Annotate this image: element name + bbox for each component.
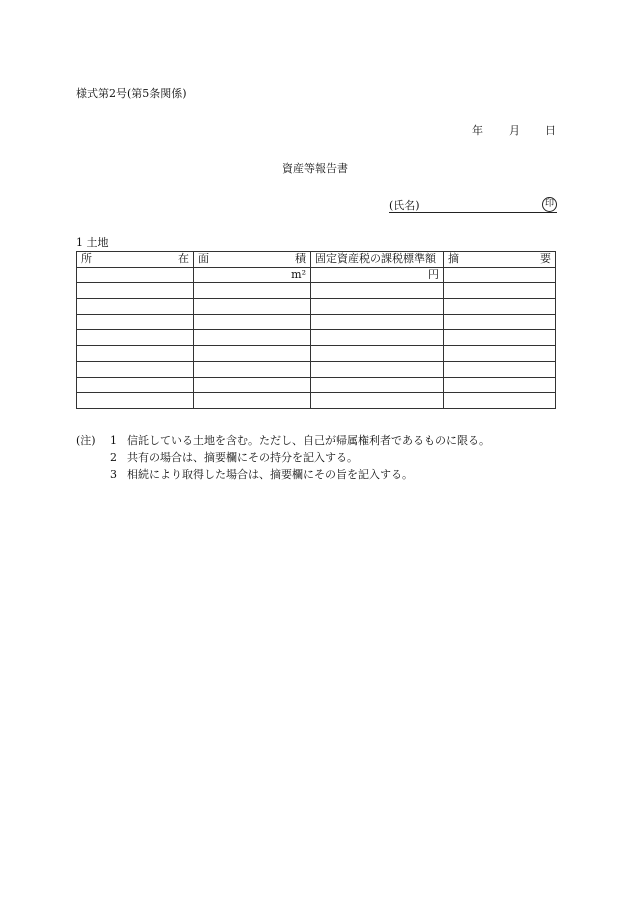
document-title: 資産等報告書	[282, 162, 348, 175]
table-row	[77, 393, 556, 409]
amount-cell[interactable]	[311, 299, 444, 315]
amount-cell[interactable]	[311, 283, 444, 299]
remarks-cell[interactable]	[444, 377, 556, 393]
land-table	[76, 251, 556, 409]
table-row	[77, 314, 556, 330]
location-cell[interactable]	[77, 346, 194, 362]
remarks-cell[interactable]	[444, 330, 556, 346]
remarks-cell[interactable]	[444, 346, 556, 362]
area-cell[interactable]	[194, 267, 311, 283]
area-cell[interactable]	[194, 314, 311, 330]
date-year-label: 年	[472, 124, 483, 137]
location-cell[interactable]	[77, 361, 194, 377]
form-number: 様式第2号(第5条関係)	[76, 87, 187, 100]
table-header-row	[77, 252, 556, 268]
location-cell[interactable]	[77, 330, 194, 346]
header-remarks: 摘 要	[444, 252, 556, 268]
section-heading: 1 土地	[76, 236, 109, 249]
note-item: 2 共有の場合は、摘要欄にその持分を記入する。	[110, 451, 358, 464]
remarks-cell[interactable]	[444, 314, 556, 330]
area-cell[interactable]	[194, 346, 311, 362]
amount-cell[interactable]	[311, 330, 444, 346]
table-row	[77, 377, 556, 393]
location-cell[interactable]	[77, 283, 194, 299]
area-cell[interactable]	[194, 283, 311, 299]
area-unit-label: m²	[291, 268, 306, 282]
area-cell[interactable]	[194, 330, 311, 346]
header-area: 面 積	[194, 252, 311, 268]
area-cell[interactable]	[194, 377, 311, 393]
location-cell[interactable]	[77, 299, 194, 315]
area-cell[interactable]	[194, 299, 311, 315]
remarks-cell[interactable]	[444, 361, 556, 377]
location-cell[interactable]	[77, 267, 194, 283]
date-day-label: 日	[545, 124, 556, 137]
notes	[76, 432, 490, 483]
area-cell[interactable]	[194, 361, 311, 377]
table-row	[77, 361, 556, 377]
note-item: 3 相続により取得した場合は、摘要欄にその旨を記入する。	[110, 468, 413, 481]
header-assessed-value: 固定資産税の課税標準額	[311, 252, 444, 268]
header-location: 所 在	[77, 252, 194, 268]
seal-mark: 印	[542, 197, 557, 212]
table-row	[77, 330, 556, 346]
signature-line[interactable]	[389, 197, 557, 213]
table-row	[77, 299, 556, 315]
notes-prefix: (注)	[76, 434, 96, 447]
remarks-cell[interactable]	[444, 299, 556, 315]
amount-cell[interactable]	[311, 267, 444, 283]
amount-cell[interactable]	[311, 377, 444, 393]
amount-cell[interactable]	[311, 346, 444, 362]
amount-cell[interactable]	[311, 361, 444, 377]
amount-cell[interactable]	[311, 393, 444, 409]
remarks-cell[interactable]	[444, 283, 556, 299]
remarks-cell[interactable]	[444, 267, 556, 283]
note-item: (注) 1 信託している土地を含む。ただし、自己が帰属権利者であるものに限る。	[76, 434, 490, 447]
remarks-cell[interactable]	[444, 393, 556, 409]
table-row	[77, 283, 556, 299]
name-label: (氏名)	[389, 199, 420, 212]
table-row	[77, 346, 556, 362]
table-row	[77, 267, 556, 283]
area-cell[interactable]	[194, 393, 311, 409]
amount-cell[interactable]	[311, 314, 444, 330]
location-cell[interactable]	[77, 377, 194, 393]
location-cell[interactable]	[77, 314, 194, 330]
date-month-label: 月	[509, 124, 520, 137]
location-cell[interactable]	[77, 393, 194, 409]
amount-unit-label: 円	[428, 268, 439, 282]
